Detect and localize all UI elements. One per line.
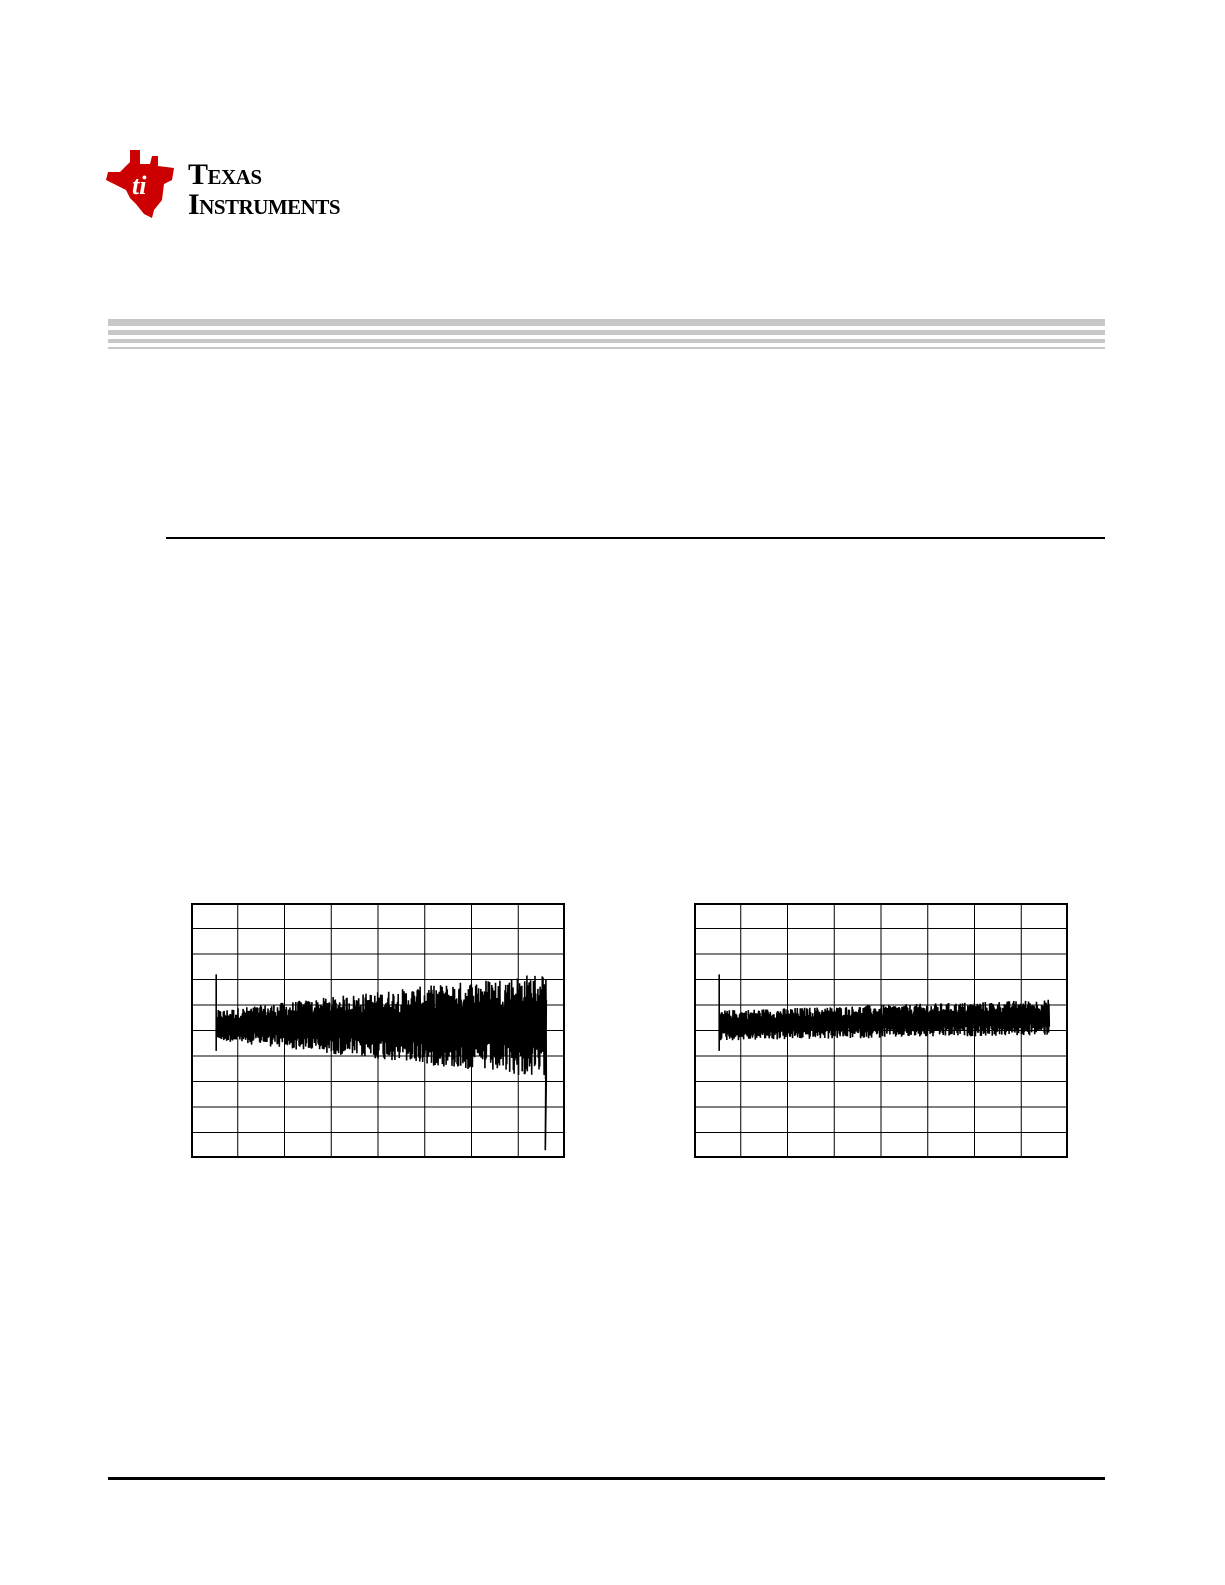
oscilloscope-svg-right: [694, 903, 1068, 1158]
banner-stripe: [108, 347, 1105, 349]
banner-stripe: [108, 339, 1105, 343]
oscilloscope-plot-left: [191, 903, 565, 1158]
texas-instruments-logo: [106, 148, 426, 228]
texas-state-ti-icon: [106, 150, 176, 218]
header-banner-stripes: [108, 319, 1105, 349]
banner-stripe: [108, 319, 1105, 326]
svg-text:ti: ti: [132, 171, 147, 200]
logo-word-texas: Texas: [188, 158, 262, 191]
signal-trace: [216, 974, 546, 1150]
footer-rule: [108, 1477, 1105, 1480]
logo-word-instruments: Instruments: [188, 188, 341, 221]
signal-trace: [719, 974, 1049, 1051]
banner-stripe: [108, 330, 1105, 335]
logo-wordmark: [188, 160, 340, 220]
oscilloscope-svg-left: [191, 903, 565, 1158]
oscilloscope-plot-right: [694, 903, 1068, 1158]
section-rule: [166, 537, 1105, 539]
